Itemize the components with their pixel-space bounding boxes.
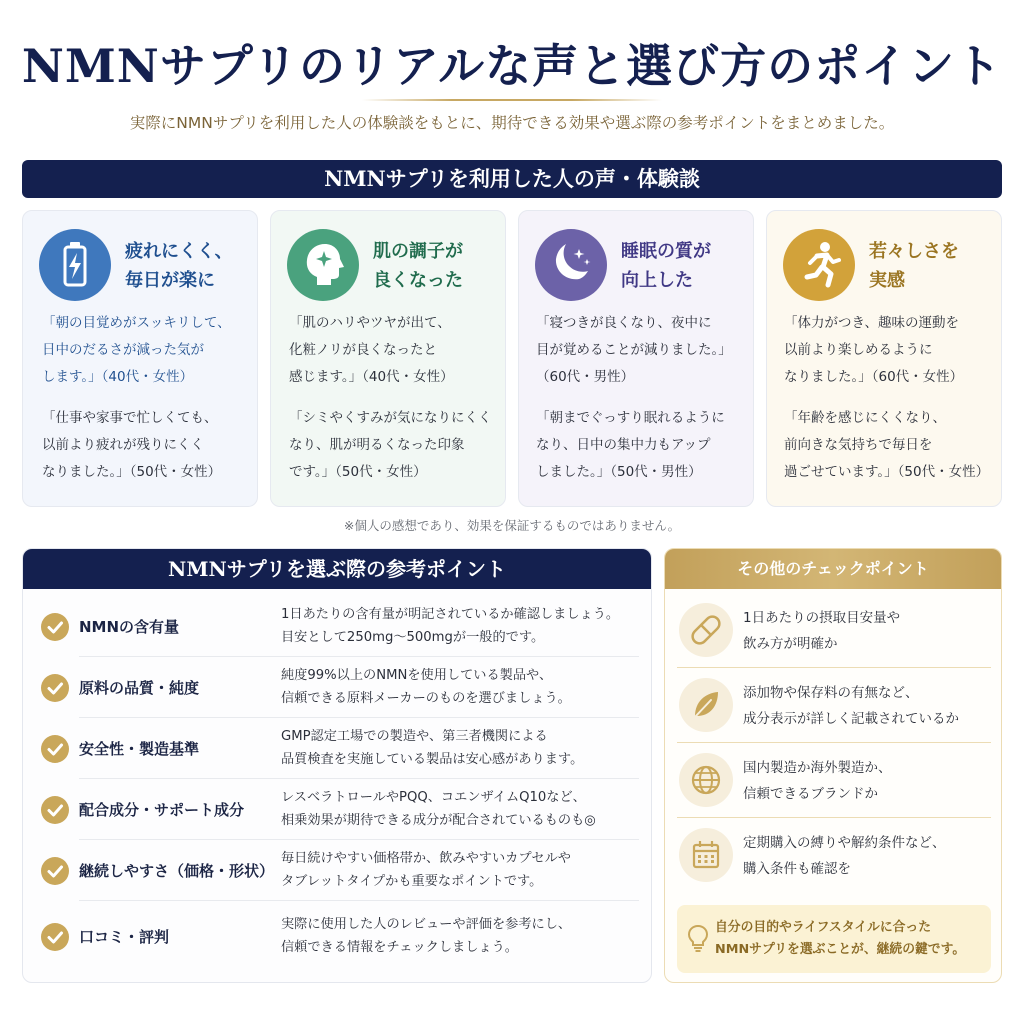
check-circle-icon: [41, 735, 69, 763]
point-label: 安全性・製造基準: [79, 740, 200, 758]
checkpoint-text: 定期購入の縛りや解約条件など、 購入条件も確認を: [743, 835, 946, 877]
point-label: 原料の品質・純度: [79, 679, 200, 697]
selection-points-panel: [22, 548, 652, 983]
title-underline: [362, 99, 662, 101]
tip-text: 自分の目的やライフスタイルに合った NMNサプリを選ぶことが、継続の鍵です。: [715, 920, 966, 957]
checkpoint-text: 添加物や保存料の有無など、 成分表示が詳しく記載されているか: [743, 685, 959, 727]
other-checkpoints-title: その他のチェックポイント: [665, 549, 1001, 589]
voice-card-title: 肌の調子が 良くなった: [373, 241, 463, 291]
divider: [79, 717, 639, 718]
tip-box: [677, 905, 991, 973]
point-row: [23, 597, 652, 657]
voice-quote: 「朝までぐっすり眠れるように なり、日中の集中力もアップ しました。」（50代・男性）: [536, 410, 725, 480]
leaf-icon: [679, 678, 733, 732]
checkpoint-row: [665, 593, 1002, 668]
voice-card-title: 睡眠の質が 向上した: [621, 241, 711, 291]
page-subtitle: 実際にNMNサプリを利用した人の体験談をもとに、期待できる効果や選ぶ際の参考ポイントをまとめました。: [129, 114, 895, 132]
voices-section-header: [22, 160, 1002, 198]
voice-quote: 「シミやくすみが気になりにくく なり、肌が明るくなった印象 です。」（50代・女性）: [289, 410, 492, 480]
point-row: [23, 658, 652, 718]
voice-card-title: 若々しさを 実感: [869, 241, 959, 291]
point-row: [23, 780, 652, 840]
divider: [79, 656, 639, 657]
point-row: [23, 841, 652, 901]
disclaimer: ※個人の感想であり、効果を保証するものではありません。: [343, 518, 681, 533]
check-circle-icon: [41, 857, 69, 885]
point-description: 実際に使用した人のレビューや評価を参考にし、 信頼できる情報をチェックしましょう。: [281, 917, 572, 955]
voice-quote: 「寝つきが良くなり、夜中に 目が覚めることが減りました。」 （60代・男性）: [536, 315, 732, 385]
point-label: 継続しやすさ（価格・形状）: [79, 862, 275, 880]
check-circle-icon: [41, 923, 69, 951]
point-label: 配合成分・サポート成分: [79, 801, 245, 819]
point-row: [23, 907, 652, 967]
voice-quote: 「仕事や家事で忙しくても、 以前より疲れが残りにくく なりました。」（50代・女性）: [42, 410, 222, 480]
other-checkpoints-panel: [664, 548, 1002, 983]
point-label: 口コミ・評判: [79, 928, 170, 946]
voice-quote: 「朝の目覚めがスッキリして、 日中のだるさが減った気が します。」（40代・女性）: [42, 315, 231, 385]
running-person-icon: [783, 229, 855, 301]
head-sparkle-icon: [287, 229, 359, 301]
check-circle-icon: [41, 796, 69, 824]
battery-icon: [39, 229, 111, 301]
point-label: NMNの含有量: [79, 618, 180, 636]
divider: [79, 900, 639, 901]
voice-quote: 「体力がつき、趣味の運動を 以前より楽しめるように なりました。」（60代・女性）: [784, 315, 964, 385]
point-row: [23, 719, 652, 779]
selection-points-title: NMNサプリを選ぶ際の参考ポイント: [23, 549, 651, 589]
divider: [79, 839, 639, 840]
point-description: 1日あたりの含有量が明記されているか確認しましょう。 目安として250mg〜500mgが一般的です。: [281, 607, 620, 645]
page-title: NMNサプリのリアルな声と選び方のポイント: [21, 39, 1003, 93]
point-description: GMP認定工場での製造や、第三者機関による 品質検査を実施している製品は安心感があります。: [281, 729, 584, 767]
checkpoint-text: 国内製造か海外製造か、 信頼できるブランドか: [743, 760, 892, 802]
check-circle-icon: [41, 613, 69, 641]
divider: [79, 778, 639, 779]
calendar-icon: [679, 828, 733, 882]
checkpoint-row: [665, 818, 1002, 893]
moon-stars-icon: [535, 229, 607, 301]
capsule-icon: [679, 603, 733, 657]
voice-card-title: 疲れにくく、 毎日が楽に: [125, 241, 233, 291]
voice-quote: 「肌のハリやツヤが出て、 化粧ノリが良くなったと 感じます。」（40代・女性）: [289, 315, 454, 385]
globe-icon: [679, 753, 733, 807]
lightbulb-icon: [685, 923, 711, 955]
checkpoint-text: 1日あたりの摂取目安量や 飲み方が明確か: [743, 610, 901, 652]
voices-section-title: NMNサプリを利用した人の声・体験談: [324, 166, 700, 191]
point-description: レスベラトロールやPQQ、コエンザイムQ10など、 相乗効果が期待できる成分が配合されているものも◎: [281, 790, 596, 828]
checkpoint-row: [665, 668, 1002, 743]
check-circle-icon: [41, 674, 69, 702]
point-description: 純度99%以上のNMNを使用している製品や、 信頼できる原料メーカーのものを選びましょう。: [281, 668, 571, 706]
point-description: 毎日続けやすい価格帯か、飲みやすいカプセルや タブレットタイプかも重要なポイントです。: [281, 851, 571, 889]
checkpoint-row: [665, 743, 1002, 818]
voice-quote: 「年齢を感じにくくなり、 前向きな気持ちで毎日を 過ごせています。」（50代・女性）: [784, 410, 990, 480]
